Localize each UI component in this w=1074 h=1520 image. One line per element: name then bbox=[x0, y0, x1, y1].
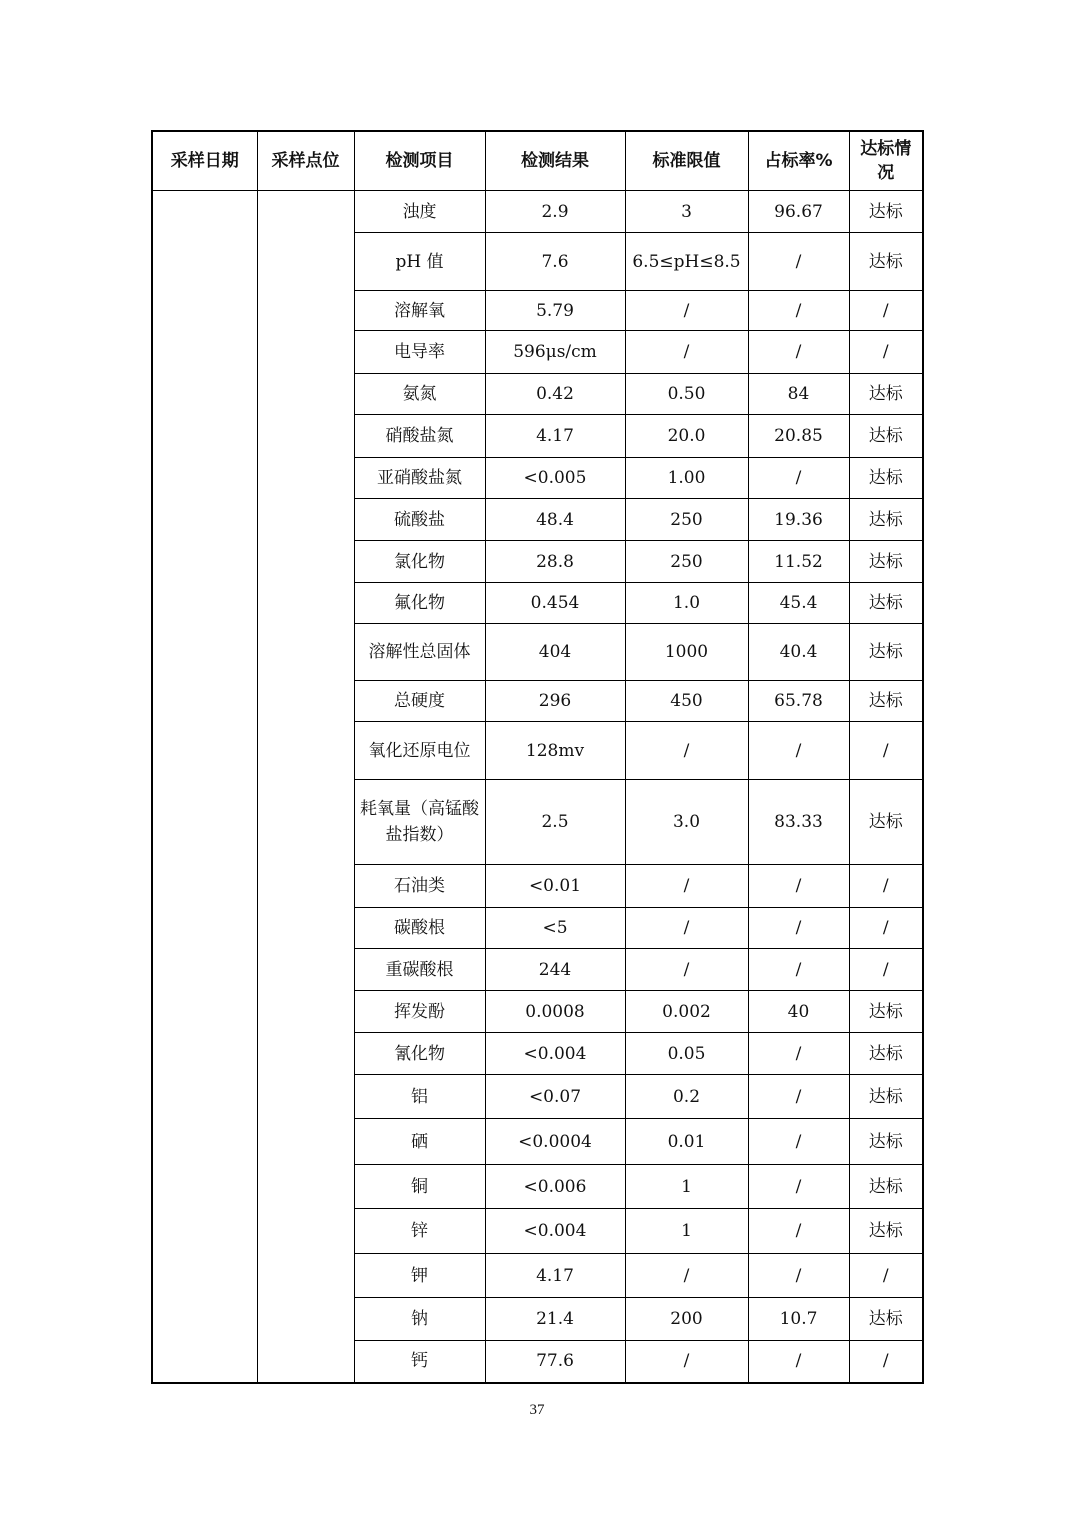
test-result-cell: 2.9 bbox=[485, 191, 625, 233]
test-item-cell: 钙 bbox=[354, 1341, 485, 1383]
table-body bbox=[152, 191, 923, 1383]
test-item-cell: 锌 bbox=[354, 1209, 485, 1254]
compliance-cell: 达标 bbox=[849, 1298, 923, 1341]
compliance-cell: 达标 bbox=[849, 458, 923, 499]
test-item-cell: 溶解氧 bbox=[354, 291, 485, 331]
ratio-cell: / bbox=[748, 1209, 849, 1254]
ratio-cell: 40 bbox=[748, 991, 849, 1033]
test-item-cell: 氟化物 bbox=[354, 583, 485, 624]
standard-limit-cell: / bbox=[625, 949, 748, 991]
test-item-cell: 总硬度 bbox=[354, 681, 485, 722]
ratio-cell: 19.36 bbox=[748, 499, 849, 541]
header-standard-limit: 标准限值 bbox=[625, 131, 748, 191]
test-item-cell: 浊度 bbox=[354, 191, 485, 233]
test-item-cell: 铜 bbox=[354, 1165, 485, 1209]
compliance-cell: / bbox=[849, 331, 923, 374]
compliance-cell: 达标 bbox=[849, 1119, 923, 1165]
test-result-cell: 4.17 bbox=[485, 1254, 625, 1298]
compliance-cell: 达标 bbox=[849, 499, 923, 541]
test-item-cell: 氯化物 bbox=[354, 541, 485, 583]
standard-limit-cell: 250 bbox=[625, 499, 748, 541]
ratio-cell: / bbox=[748, 331, 849, 374]
test-item-cell: 钾 bbox=[354, 1254, 485, 1298]
ratio-cell: 10.7 bbox=[748, 1298, 849, 1341]
header-sampling-date: 采样日期 bbox=[152, 131, 257, 191]
table-header-row bbox=[152, 131, 923, 191]
ratio-cell: / bbox=[748, 1341, 849, 1383]
standard-limit-cell: / bbox=[625, 865, 748, 908]
compliance-cell: / bbox=[849, 291, 923, 331]
test-result-cell: <0.005 bbox=[485, 458, 625, 499]
ratio-cell: 20.85 bbox=[748, 415, 849, 458]
standard-limit-cell: 3 bbox=[625, 191, 748, 233]
standard-limit-cell: 1.00 bbox=[625, 458, 748, 499]
header-sampling-point: 采样点位 bbox=[257, 131, 354, 191]
ratio-cell: 45.4 bbox=[748, 583, 849, 624]
ratio-cell: / bbox=[748, 291, 849, 331]
test-result-cell: <0.004 bbox=[485, 1033, 625, 1075]
test-item-cell: 石油类 bbox=[354, 865, 485, 908]
test-item-cell: pH 值 bbox=[354, 233, 485, 291]
compliance-cell: 达标 bbox=[849, 1075, 923, 1119]
test-item-cell: 氧化还原电位 bbox=[354, 722, 485, 780]
standard-limit-cell: 0.05 bbox=[625, 1033, 748, 1075]
standard-limit-cell: 3.0 bbox=[625, 780, 748, 865]
test-results-table bbox=[151, 130, 924, 1384]
test-item-cell: 重碳酸根 bbox=[354, 949, 485, 991]
test-result-cell: 0.454 bbox=[485, 583, 625, 624]
header-test-item: 检测项目 bbox=[354, 131, 485, 191]
standard-limit-cell: 250 bbox=[625, 541, 748, 583]
ratio-cell: 83.33 bbox=[748, 780, 849, 865]
standard-limit-cell: 1.0 bbox=[625, 583, 748, 624]
ratio-cell: / bbox=[748, 458, 849, 499]
ratio-cell: / bbox=[748, 949, 849, 991]
compliance-cell: 达标 bbox=[849, 415, 923, 458]
ratio-cell: / bbox=[748, 1165, 849, 1209]
compliance-cell: / bbox=[849, 722, 923, 780]
ratio-cell: 40.4 bbox=[748, 624, 849, 681]
test-item-cell: 硒 bbox=[354, 1119, 485, 1165]
ratio-cell: / bbox=[748, 1254, 849, 1298]
header-ratio: 占标率% bbox=[748, 131, 849, 191]
test-result-cell: <0.004 bbox=[485, 1209, 625, 1254]
compliance-cell: 达标 bbox=[849, 541, 923, 583]
ratio-cell: / bbox=[748, 908, 849, 949]
compliance-cell: 达标 bbox=[849, 624, 923, 681]
test-result-cell: 2.5 bbox=[485, 780, 625, 865]
test-result-cell: 5.79 bbox=[485, 291, 625, 331]
ratio-cell: / bbox=[748, 865, 849, 908]
test-result-cell: <0.01 bbox=[485, 865, 625, 908]
test-result-cell: <0.006 bbox=[485, 1165, 625, 1209]
test-item-cell: 氰化物 bbox=[354, 1033, 485, 1075]
standard-limit-cell: 1000 bbox=[625, 624, 748, 681]
test-result-cell: 596μs/cm bbox=[485, 331, 625, 374]
ratio-cell: / bbox=[748, 1033, 849, 1075]
table-row bbox=[152, 191, 923, 233]
standard-limit-cell: / bbox=[625, 1341, 748, 1383]
compliance-cell: 达标 bbox=[849, 1033, 923, 1075]
header-compliance: 达标情况 bbox=[849, 131, 923, 191]
compliance-cell: 达标 bbox=[849, 1165, 923, 1209]
test-item-cell: 铝 bbox=[354, 1075, 485, 1119]
test-item-cell: 亚硝酸盐氮 bbox=[354, 458, 485, 499]
standard-limit-cell: 200 bbox=[625, 1298, 748, 1341]
ratio-cell: / bbox=[748, 722, 849, 780]
standard-limit-cell: 1 bbox=[625, 1165, 748, 1209]
test-item-cell: 电导率 bbox=[354, 331, 485, 374]
standard-limit-cell: 0.50 bbox=[625, 374, 748, 415]
test-result-cell: 0.42 bbox=[485, 374, 625, 415]
test-result-cell: <5 bbox=[485, 908, 625, 949]
test-result-cell: 0.0008 bbox=[485, 991, 625, 1033]
standard-limit-cell: 0.002 bbox=[625, 991, 748, 1033]
ratio-cell: / bbox=[748, 1075, 849, 1119]
compliance-cell: 达标 bbox=[849, 233, 923, 291]
test-item-cell: 溶解性总固体 bbox=[354, 624, 485, 681]
test-item-cell: 挥发酚 bbox=[354, 991, 485, 1033]
standard-limit-cell: 0.01 bbox=[625, 1119, 748, 1165]
standard-limit-cell: / bbox=[625, 291, 748, 331]
ratio-cell: 96.67 bbox=[748, 191, 849, 233]
compliance-cell: / bbox=[849, 1341, 923, 1383]
test-item-cell: 钠 bbox=[354, 1298, 485, 1341]
ratio-cell: / bbox=[748, 1119, 849, 1165]
standard-limit-cell: / bbox=[625, 331, 748, 374]
ratio-cell: 84 bbox=[748, 374, 849, 415]
test-result-cell: 77.6 bbox=[485, 1341, 625, 1383]
compliance-cell: 达标 bbox=[849, 780, 923, 865]
test-result-cell: 128mv bbox=[485, 722, 625, 780]
ratio-cell: 65.78 bbox=[748, 681, 849, 722]
test-result-cell: <0.0004 bbox=[485, 1119, 625, 1165]
test-result-cell: 244 bbox=[485, 949, 625, 991]
compliance-cell: 达标 bbox=[849, 681, 923, 722]
test-result-cell: 28.8 bbox=[485, 541, 625, 583]
compliance-cell: 达标 bbox=[849, 991, 923, 1033]
test-item-cell: 硫酸盐 bbox=[354, 499, 485, 541]
standard-limit-cell: 1 bbox=[625, 1209, 748, 1254]
test-result-cell: 48.4 bbox=[485, 499, 625, 541]
test-result-cell: 7.6 bbox=[485, 233, 625, 291]
test-result-cell: <0.07 bbox=[485, 1075, 625, 1119]
standard-limit-cell: 0.2 bbox=[625, 1075, 748, 1119]
test-result-cell: 404 bbox=[485, 624, 625, 681]
compliance-cell: 达标 bbox=[849, 191, 923, 233]
standard-limit-cell: / bbox=[625, 1254, 748, 1298]
test-item-cell: 硝酸盐氮 bbox=[354, 415, 485, 458]
page-number: 37 bbox=[529, 1402, 545, 1418]
compliance-cell: / bbox=[849, 1254, 923, 1298]
ratio-cell: / bbox=[748, 233, 849, 291]
compliance-cell: 达标 bbox=[849, 1209, 923, 1254]
standard-limit-cell: 6.5≤pH≤8.5 bbox=[625, 233, 748, 291]
sampling-point-cell bbox=[257, 191, 354, 1383]
compliance-cell: 达标 bbox=[849, 583, 923, 624]
standard-limit-cell: 450 bbox=[625, 681, 748, 722]
standard-limit-cell: / bbox=[625, 908, 748, 949]
test-item-cell: 氨氮 bbox=[354, 374, 485, 415]
ratio-cell: 11.52 bbox=[748, 541, 849, 583]
compliance-cell: 达标 bbox=[849, 374, 923, 415]
test-item-cell: 碳酸根 bbox=[354, 908, 485, 949]
test-result-cell: 21.4 bbox=[485, 1298, 625, 1341]
test-result-cell: 4.17 bbox=[485, 415, 625, 458]
sampling-date-cell bbox=[152, 191, 257, 1383]
header-test-result: 检测结果 bbox=[485, 131, 625, 191]
compliance-cell: / bbox=[849, 865, 923, 908]
compliance-cell: / bbox=[849, 908, 923, 949]
test-item-cell: 耗氧量（高锰酸盐指数） bbox=[354, 780, 485, 865]
test-result-cell: 296 bbox=[485, 681, 625, 722]
standard-limit-cell: / bbox=[625, 722, 748, 780]
compliance-cell: / bbox=[849, 949, 923, 991]
standard-limit-cell: 20.0 bbox=[625, 415, 748, 458]
